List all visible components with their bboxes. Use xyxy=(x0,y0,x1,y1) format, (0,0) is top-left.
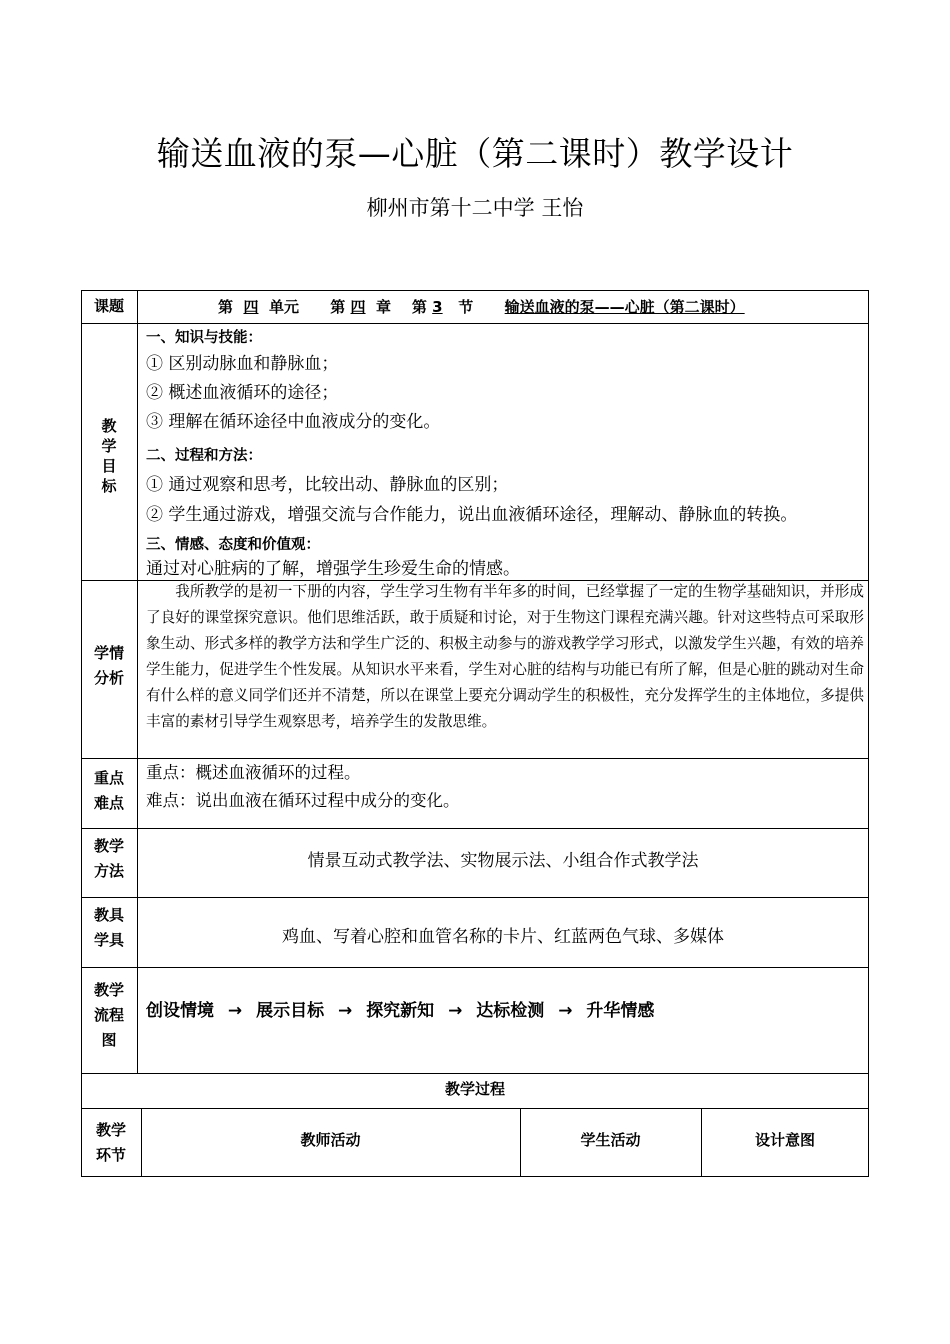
tools-label: 教具学具 xyxy=(93,906,124,949)
topic-label: 课题 xyxy=(93,297,124,315)
section-word: 节 xyxy=(458,298,474,316)
difficult-point: 难点：说出血液在循环过程中成分的变化。 xyxy=(146,791,460,810)
analysis-text: 我所教学的是初一下册的内容，学生学习生物有半年多的时间，已经掌握了一定的生物学基础知识，并形成了良好的课堂探究意识。他们思维活跃，敢于质疑和讨论，对于生物这门课程充满兴趣。针对这些特点可采取形象生动、形式多样的教学方法和学生广泛的、积极主动参与的游戏教学学习形式，以激发学生兴趣，有效的培养学生能力，促进学生个性发展。从知识水平来看，学生对心脏的结构与功能已有所了解，但是心脏的跳动对生命有什么样的意义同学们还并不清楚，所以在课堂上要充分调动学生的积极性，充分发挥学生的主体地位，多提供丰富的素材引导学生观察思考，培养学生的发散思维。 xyxy=(146,583,864,730)
process-col-intent: 设计意图 xyxy=(754,1131,815,1149)
flow-step: 探究新知 xyxy=(366,1001,435,1021)
process-col-student: 学生活动 xyxy=(580,1131,641,1149)
row-divider xyxy=(81,323,869,324)
analysis-label: 学情分析 xyxy=(93,644,124,687)
flow-arrow-icon: → xyxy=(558,1001,573,1021)
method-label: 教学方法 xyxy=(93,837,124,880)
chapter-word: 章 xyxy=(376,298,392,316)
row-divider xyxy=(81,897,869,898)
goals-knowledge-1: ① 区别动脉血和静脉血； xyxy=(146,354,339,374)
row-divider xyxy=(81,1073,869,1074)
flow-step: 升华情感 xyxy=(586,1001,655,1021)
flow-chart xyxy=(146,996,654,1021)
topic-line xyxy=(218,296,745,317)
goals-attitude-1: 通过对心脏病的了解，增强学生珍爱生命的情感。 xyxy=(146,559,520,579)
flow-label: 教学流程图 xyxy=(93,981,124,1049)
flow-arrow-icon: → xyxy=(338,1001,353,1021)
goals-heading-process: 二、过程和方法： xyxy=(146,448,262,464)
keypoints-label: 重点难点 xyxy=(93,769,124,812)
section-number: 3 xyxy=(432,298,443,316)
tools-text: 鸡血、写着心腔和血管名称的卡片、红蓝两色气球、多媒体 xyxy=(282,927,724,947)
goals-process-1: ① 通过观察和思考，比较出动、静脉血的区别； xyxy=(146,475,509,495)
flow-arrow-icon: → xyxy=(448,1001,463,1021)
row-divider xyxy=(81,1108,869,1109)
flow-step: 创设情境 xyxy=(146,1001,214,1021)
key-point: 重点：概述血液循环的过程。 xyxy=(146,763,361,782)
unit-number: 四 xyxy=(243,298,259,316)
goals-heading-attitude: 三、情感、态度和价值观： xyxy=(146,537,320,553)
goals-knowledge-2: ② 概述血液循环的途径； xyxy=(146,383,339,403)
process-col-teacher: 教师活动 xyxy=(300,1131,361,1149)
goals-heading-knowledge: 一、知识与技能： xyxy=(146,330,262,346)
unit-word: 单元 xyxy=(268,298,299,316)
flow-step: 达标检测 xyxy=(476,1001,545,1021)
topic-di: 第 xyxy=(218,298,234,316)
author-line: 柳州市第十二中学 王怡 xyxy=(366,196,584,220)
chapter-number: 四 xyxy=(350,298,366,316)
method-text: 情景互动式教学法、实物展示法、小组合作式教学法 xyxy=(307,851,699,871)
goals-knowledge-3: ③ 理解在循环途径中血液成分的变化。 xyxy=(146,412,441,432)
document-title: 输送血液的泵—心脏（第二课时）教学设计 xyxy=(156,134,794,173)
topic-di: 第 xyxy=(411,298,427,316)
lesson-title: 输送血液的泵——心脏（第二课时） xyxy=(504,298,745,316)
row-divider xyxy=(81,967,869,968)
topic-di: 第 xyxy=(330,298,346,316)
process-heading: 教学过程 xyxy=(444,1080,505,1098)
row-divider xyxy=(81,828,869,829)
label-column-divider xyxy=(137,290,138,1073)
goals-label: 教学目标 xyxy=(101,417,117,495)
flow-step: 展示目标 xyxy=(256,1001,325,1021)
process-col-stage: 教学环节 xyxy=(95,1121,126,1164)
goals-process-2: ② 学生通过游戏，增强交流与合作能力，说出血液循环途径，理解动、静脉血的转换。 xyxy=(146,505,798,525)
flow-arrow-icon: → xyxy=(227,1001,243,1021)
